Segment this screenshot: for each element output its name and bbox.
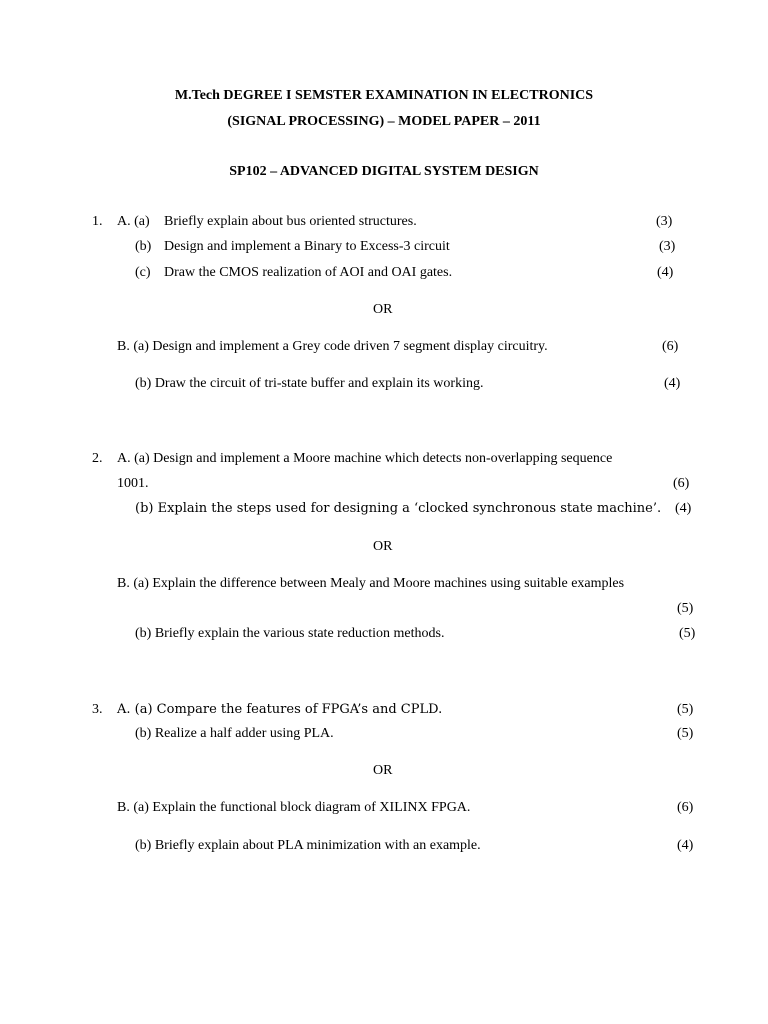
q2-a-a-continuation: 1001.	[117, 476, 149, 491]
q3-number: 3.	[92, 702, 103, 717]
q2-or: OR	[373, 539, 393, 554]
q1-a-c-marks: (4)	[657, 265, 674, 280]
q1-a-b-text: Design and implement a Binary to Excess-3 circuit	[164, 239, 450, 254]
q3-b-a-marks: (6)	[677, 800, 694, 815]
q3-b-b-text: (b) Briefly explain about PLA minimization with an example.	[135, 838, 481, 853]
q3-a-a-marks: (5)	[677, 702, 694, 717]
q1-b-a-marks: (6)	[662, 339, 679, 354]
q1-a-b-marks: (3)	[659, 239, 676, 254]
q1-a-c-text: Draw the CMOS realization of AOI and OAI gates.	[164, 265, 453, 280]
q2-b-b-marks: (5)	[679, 626, 696, 641]
q1-a-a-marks: (3)	[656, 214, 673, 229]
q1-number: 1.	[92, 214, 103, 229]
q3-or: OR	[373, 763, 393, 778]
q1-or: OR	[373, 302, 393, 317]
q2-a-a-marks: (6)	[673, 476, 690, 491]
q3-a-a-text: A. (a) Compare the features of FPGA’s and CPLD.	[117, 702, 443, 717]
q1-a-prefix: A. (a)	[117, 214, 150, 229]
q2-a-b-text: (b) Explain the steps used for designing a ‘clocked synchronous state machine’.	[135, 501, 662, 516]
q3-a-b-marks: (5)	[677, 726, 694, 741]
q1-b-a-text: B. (a) Design and implement a Grey code driven 7 segment display circuitry.	[117, 339, 548, 354]
q2-a-a-text: A. (a) Design and implement a Moore machine which detects non-overlapping sequence	[117, 451, 613, 466]
q1-a-b-label: (b)	[135, 239, 152, 254]
q1-b-b-text: (b) Draw the circuit of tri-state buffer and explain its working.	[135, 376, 484, 391]
q2-b-a-marks: (5)	[677, 601, 694, 616]
q1-b-b-marks: (4)	[664, 376, 681, 391]
q2-number: 2.	[92, 451, 103, 466]
exam-subtitle: (SIGNAL PROCESSING) – MODEL PAPER – 2011	[227, 114, 541, 129]
q1-a-c-label: (c)	[135, 265, 151, 280]
q3-b-b-marks: (4)	[677, 838, 694, 853]
exam-title: M.Tech DEGREE I SEMSTER EXAMINATION IN ELECTRONICS	[174, 88, 594, 103]
q2-b-a-text: B. (a) Explain the difference between Mealy and Moore machines using suitable examples	[117, 576, 625, 591]
q2-a-b-marks: (4)	[675, 501, 692, 516]
q2-b-b-text: (b) Briefly explain the various state reduction methods.	[135, 626, 445, 641]
q3-b-a-text: B. (a) Explain the functional block diagram of XILINX FPGA.	[117, 800, 471, 815]
q3-a-b-text: (b) Realize a half adder using PLA.	[135, 726, 334, 741]
course-title: SP102 – ADVANCED DIGITAL SYSTEM DESIGN	[229, 164, 539, 179]
q1-a-a-text: Briefly explain about bus oriented structures.	[164, 214, 417, 229]
